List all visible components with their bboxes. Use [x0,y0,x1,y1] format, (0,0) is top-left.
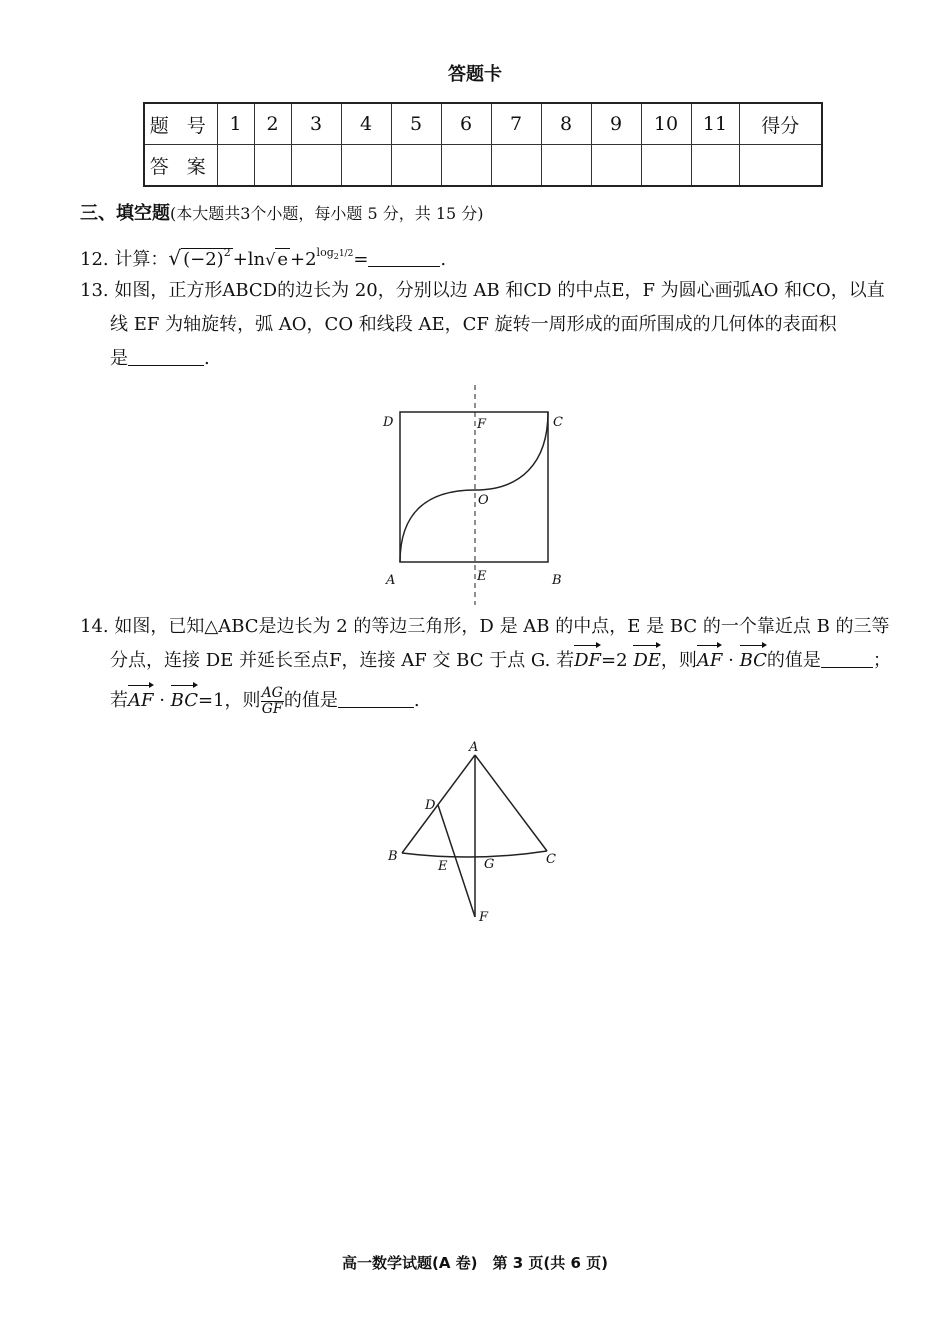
question-number: 11 [691,103,739,145]
q12-log-exponent [317,246,354,259]
label-f: F [477,417,487,432]
label-e: E [477,569,487,584]
question-number: 7 [491,103,541,145]
score-label: 得分 [739,103,822,145]
q14-eq2: =2 [601,650,628,671]
q14-line1: 14. 如图，已知△ABC是边长为 2 的等边三角形，D 是 AB 的中点，E 是 BC 的一个靠近点 B 的三等 [80,616,890,637]
section-note: (本大题共3个小题，每小题 5 分，共 15 分) [170,204,484,223]
q12-prefix: 12. 计算： [80,249,169,270]
answer-cell[interactable] [641,145,691,187]
q12-two: +2 [290,249,317,270]
q13-line1: 13. 如图，正方形ABCD的边长为 20，分别以边 AB 和CD 的中点E，F 为圆心画弧AO 和CO，以直 [80,280,885,301]
label-g: G [484,857,495,872]
q12-equals: = [353,249,369,270]
answer-cell[interactable] [541,145,591,187]
label-e: E [438,859,448,874]
label-d: D [425,798,436,813]
question-number: 3 [291,103,341,145]
fraction-ag-gf [261,686,284,717]
q12-radicand: (−2) [183,249,224,270]
sqrt-e: √ e [265,249,288,270]
fraction-denominator: GF [261,700,283,717]
question-number: 10 [641,103,691,145]
answer-blank-14a[interactable] [821,647,873,668]
q12-log-arg: 1/2 [338,249,354,259]
q12-e: e [277,249,288,270]
q14-value-is: 的值是 [766,650,821,671]
table-row-answers [144,145,822,187]
answer-cell[interactable] [217,145,254,187]
q12-log-base: 2 [333,252,339,261]
q13-line3-start: 是 [110,348,128,369]
q12-exponent: 2 [223,246,231,259]
segment-ab [402,755,475,853]
answer-cell[interactable] [591,145,641,187]
figure-13-square [370,380,590,610]
q12-log: log [316,246,334,259]
answer-cell[interactable] [491,145,541,187]
question-13 [80,274,885,376]
question-12 [80,236,880,277]
q14-end: . [413,690,420,711]
vector-bc: BC [740,644,767,678]
section-heading [80,199,484,225]
page-title: 答题卡 [448,64,502,85]
question-number: 2 [254,103,291,145]
arc-ao [400,490,475,562]
label-b: B [388,849,398,864]
q13-line2: 线 EF 为轴旋转，弧 AO，CO 和线段 AE，CF 旋转一周形成的面所围成的几何体的表面积 [110,314,837,335]
answer-cell[interactable] [441,145,491,187]
q13-line3 [80,342,880,376]
q14-value-is-2: 的值是 [283,690,338,711]
vector-de: DE [633,644,661,678]
fraction-numerator: AG [261,684,283,701]
q14-then: ，则 [660,650,697,671]
figure-14-triangle [380,735,580,935]
q13-line3-end: . [204,348,210,369]
label-f: F [479,910,489,925]
question-number: 6 [441,103,491,145]
q14-line2-text: 分点，连接 DE 并延长至点F，连接 AF 交 BC 于点 G. 若 [110,650,575,671]
q14-semicolon: ； [872,650,891,671]
label-a: A [469,740,479,755]
answer-card-table [143,102,823,187]
q14-eq1: =1，则 [198,690,261,711]
vector-af: AF [697,644,723,678]
label-b: B [552,573,562,588]
answer-blank-14b[interactable] [338,687,414,708]
section-title: 三、填空题 [80,203,170,224]
label-c: C [553,415,563,430]
q14-dot-2: · [153,690,171,711]
q12-ln: +ln [232,249,266,270]
answer-blank-12[interactable] [368,246,440,267]
answer-cell[interactable] [691,145,739,187]
question-number: 9 [591,103,641,145]
vector-df: DF [574,644,601,678]
table-row-numbers [144,103,822,145]
question-number: 5 [391,103,441,145]
answer-label: 答 案 [144,145,217,187]
q14-line3 [80,684,880,718]
q12-end: . [440,249,447,270]
answer-cell[interactable] [291,145,341,187]
q14-if: 若 [110,690,128,711]
answer-cell[interactable] [341,145,391,187]
label-o: O [478,493,489,508]
question-number-label: 题 号 [144,103,217,145]
vector-bc-2: BC [171,684,198,718]
answer-cell[interactable] [254,145,291,187]
vector-af-2: AF [128,684,154,718]
question-number: 8 [541,103,591,145]
question-14 [80,610,891,718]
segment-ac [475,755,547,851]
q14-line2 [80,644,891,678]
question-number: 4 [341,103,391,145]
sqrt-expression: √ $(-2)^2$ [168,246,231,270]
label-a: A [386,573,396,588]
answer-blank-13[interactable] [128,345,204,366]
score-cell[interactable] [739,145,822,187]
question-number: 1 [217,103,254,145]
square-abcd [400,412,548,562]
label-d: D [383,415,394,430]
label-c: C [546,852,556,867]
answer-cell[interactable] [391,145,441,187]
page-footer: 高一数学试题(A 卷) 第 3 页(共 6 页) [341,1254,609,1272]
q14-dot: · [722,650,740,671]
